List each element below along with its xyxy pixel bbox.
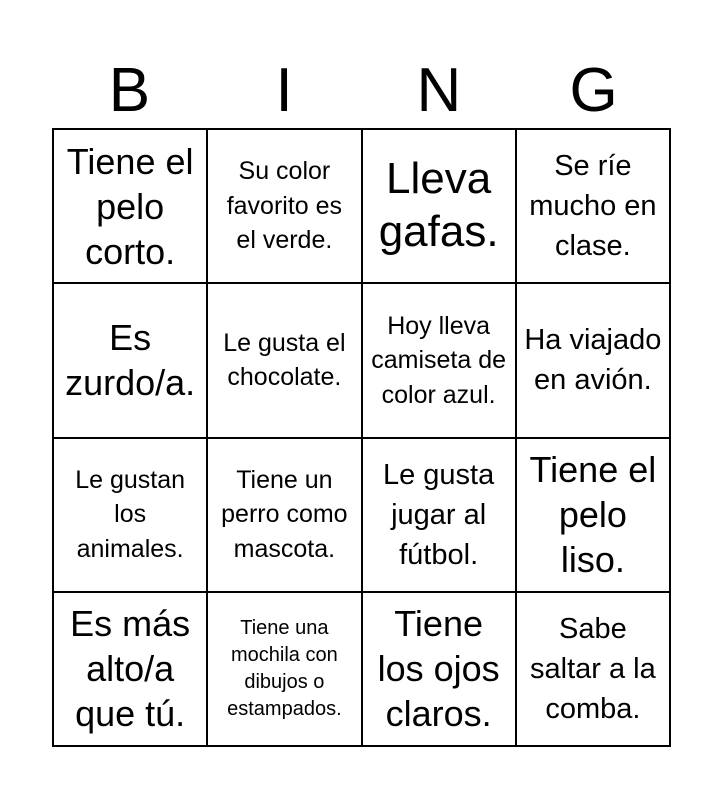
bingo-board <box>52 128 671 747</box>
header-letter-i: I <box>275 56 293 125</box>
bingo-cell[interactable] <box>362 438 516 592</box>
header-letter-n: N <box>416 56 462 125</box>
cell-text: Le gustan los animales. <box>75 465 186 563</box>
bingo-cell[interactable] <box>207 438 361 592</box>
header-letter-g: G <box>569 56 618 125</box>
bingo-cell[interactable] <box>362 129 516 283</box>
bingo-cell[interactable] <box>516 438 670 592</box>
bingo-cell[interactable] <box>207 283 361 437</box>
bingo-cell[interactable] <box>516 129 670 283</box>
cell-text: Tiene una mochila con dibujos o estampados. <box>227 616 342 720</box>
cell-text: Tiene el pelo liso. <box>529 449 657 581</box>
cell-text: Le gusta el chocolate. <box>223 328 346 392</box>
bingo-header <box>52 58 671 124</box>
cell-text: Se ríe mucho en clase. <box>529 150 657 263</box>
bingo-cell[interactable] <box>53 592 207 746</box>
bingo-cell[interactable] <box>53 438 207 592</box>
cell-text: Es más alto/a que tú. <box>70 603 191 735</box>
cell-text: Hoy lleva camiseta de color azul. <box>371 311 507 409</box>
cell-text: Sabe saltar a la comba. <box>530 612 656 725</box>
bingo-cell[interactable] <box>362 283 516 437</box>
cell-text: Lleva gafas. <box>378 154 499 257</box>
cell-text: Tiene los ojos claros. <box>377 603 500 735</box>
bingo-cell[interactable] <box>53 129 207 283</box>
bingo-cell[interactable] <box>516 592 670 746</box>
cell-text: Es zurdo/a. <box>65 317 196 404</box>
header-letter-b: B <box>108 56 151 125</box>
cell-text: Ha viajado en avión. <box>524 324 662 397</box>
cell-text: Su color favorito es el verde. <box>226 157 343 255</box>
bingo-cell[interactable] <box>207 129 361 283</box>
bingo-cell[interactable] <box>53 283 207 437</box>
cell-text: Tiene un perro como mascota. <box>221 465 348 563</box>
bingo-cell[interactable] <box>207 592 361 746</box>
cell-text: Le gusta jugar al fútbol. <box>382 458 495 571</box>
bingo-cell[interactable] <box>362 592 516 746</box>
bingo-cell[interactable] <box>516 283 670 437</box>
cell-text: Tiene el pelo corto. <box>66 140 194 272</box>
